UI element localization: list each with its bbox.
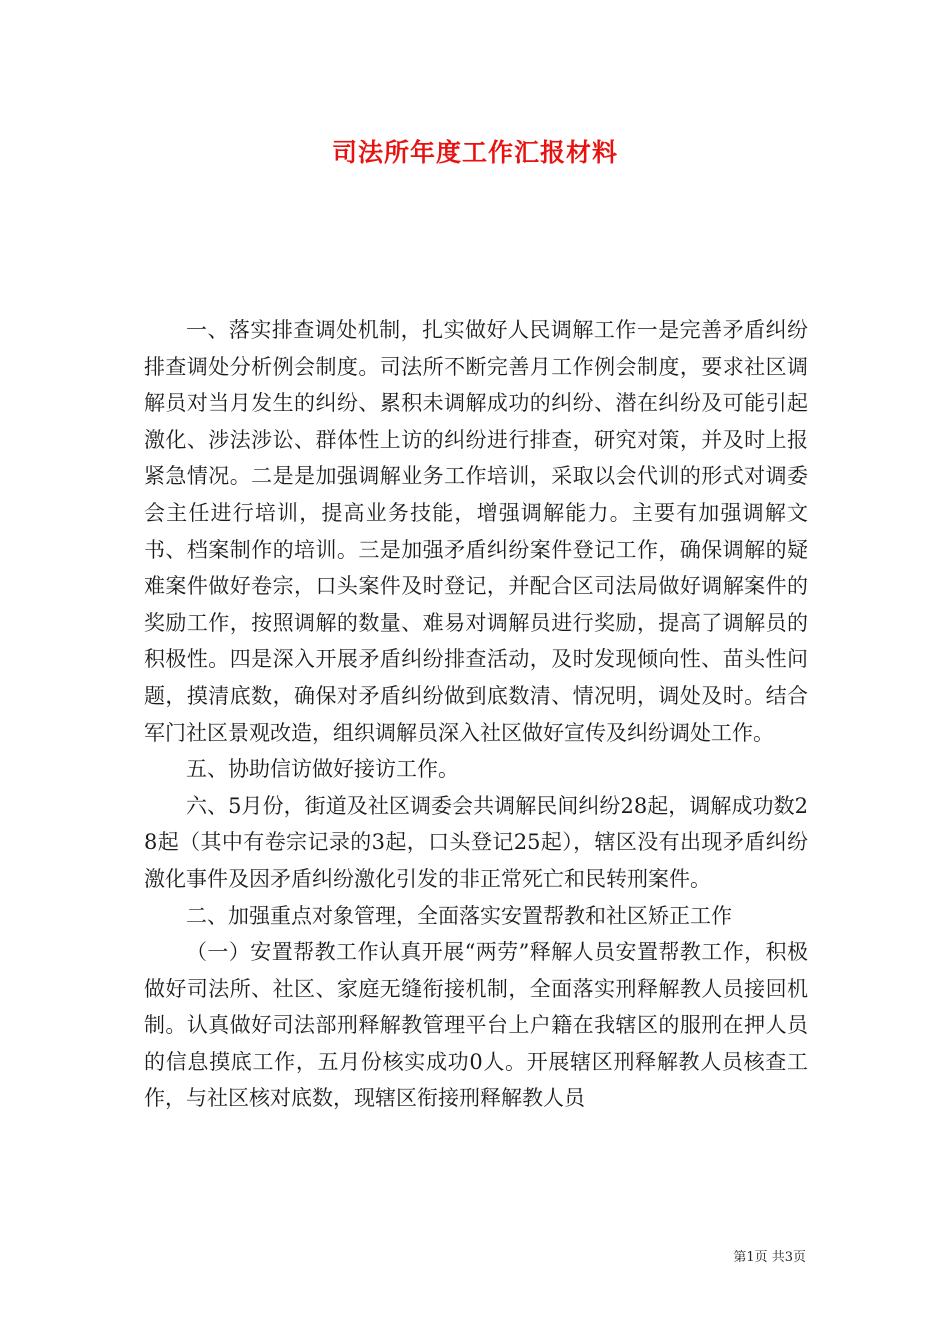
paragraph-mediation: 一、落实排查调处机制，扎实做好人民调解工作一是完善矛盾纠纷排查调处分析例会制度。司法所不断完善月工作例会制度，要求社区调解员对当月发生的纠纷、累积未调解成功的纠纷、潜在纠纷及可能引起激化、涉法涉讼、群体性上访的纠纷进行排查，研究对策，并及时上报紧急情况。二是是加强调解业务工作培训，采取以会代训的形式对调委会主任进行培训，提高业务技能，增强调解能力。主要有加强调解文书、档案制作的培训。三是加强矛盾纠纷案件登记工作，确保调解的疑难案件做好卷宗，口头案件及时登记，并配合区司法局做好调解案件的奖励工作，按照调解的数量、难易对调解员进行奖励，提高了调解员的积极性。四是深入开展矛盾纠纷排查活动，及时发现倾向性、苗头性问题，摸清底数，确保对矛盾纠纷做到底数清、情况明，调处及时。结合军门社区景观改造，组织调解员深入社区做好宣传及纠纷调处工作。	[144, 318, 808, 745]
paragraph-section-two-heading: 二、加强重点对象管理，全面落实安置帮教和社区矫正工作	[186, 903, 732, 928]
document-body	[144, 312, 808, 1117]
paragraph-may-statistics: 六、5月份，街道及社区调委会共调解民间纠纷28起，调解成功数28起（其中有卷宗记录的3起，口头登记25起），辖区没有出现矛盾纠纷激化事件及因矛盾纠纷激化引发的非正常死亡和民转刑案件。	[144, 793, 808, 891]
document-title: 司法所年度工作汇报材料	[331, 138, 618, 167]
paragraph-resettlement: （一）安置帮教工作认真开展“两劳”释解人员安置帮教工作，积极做好司法所、社区、家庭无缝衔接机制，全面落实刑释解教人员接回机制。认真做好司法部刑释解教管理平台上户籍在我辖区的服刑在押人员的信息摸底工作，五月份核实成功0人。开展辖区刑释解教人员核查工作，与社区核对底数，现辖区衔接刑释解教人员	[144, 940, 808, 1111]
paragraph-petition: 五、协助信访做好接访工作。	[186, 757, 459, 782]
page-number-footer: 第1页 共3页	[733, 1250, 806, 1265]
